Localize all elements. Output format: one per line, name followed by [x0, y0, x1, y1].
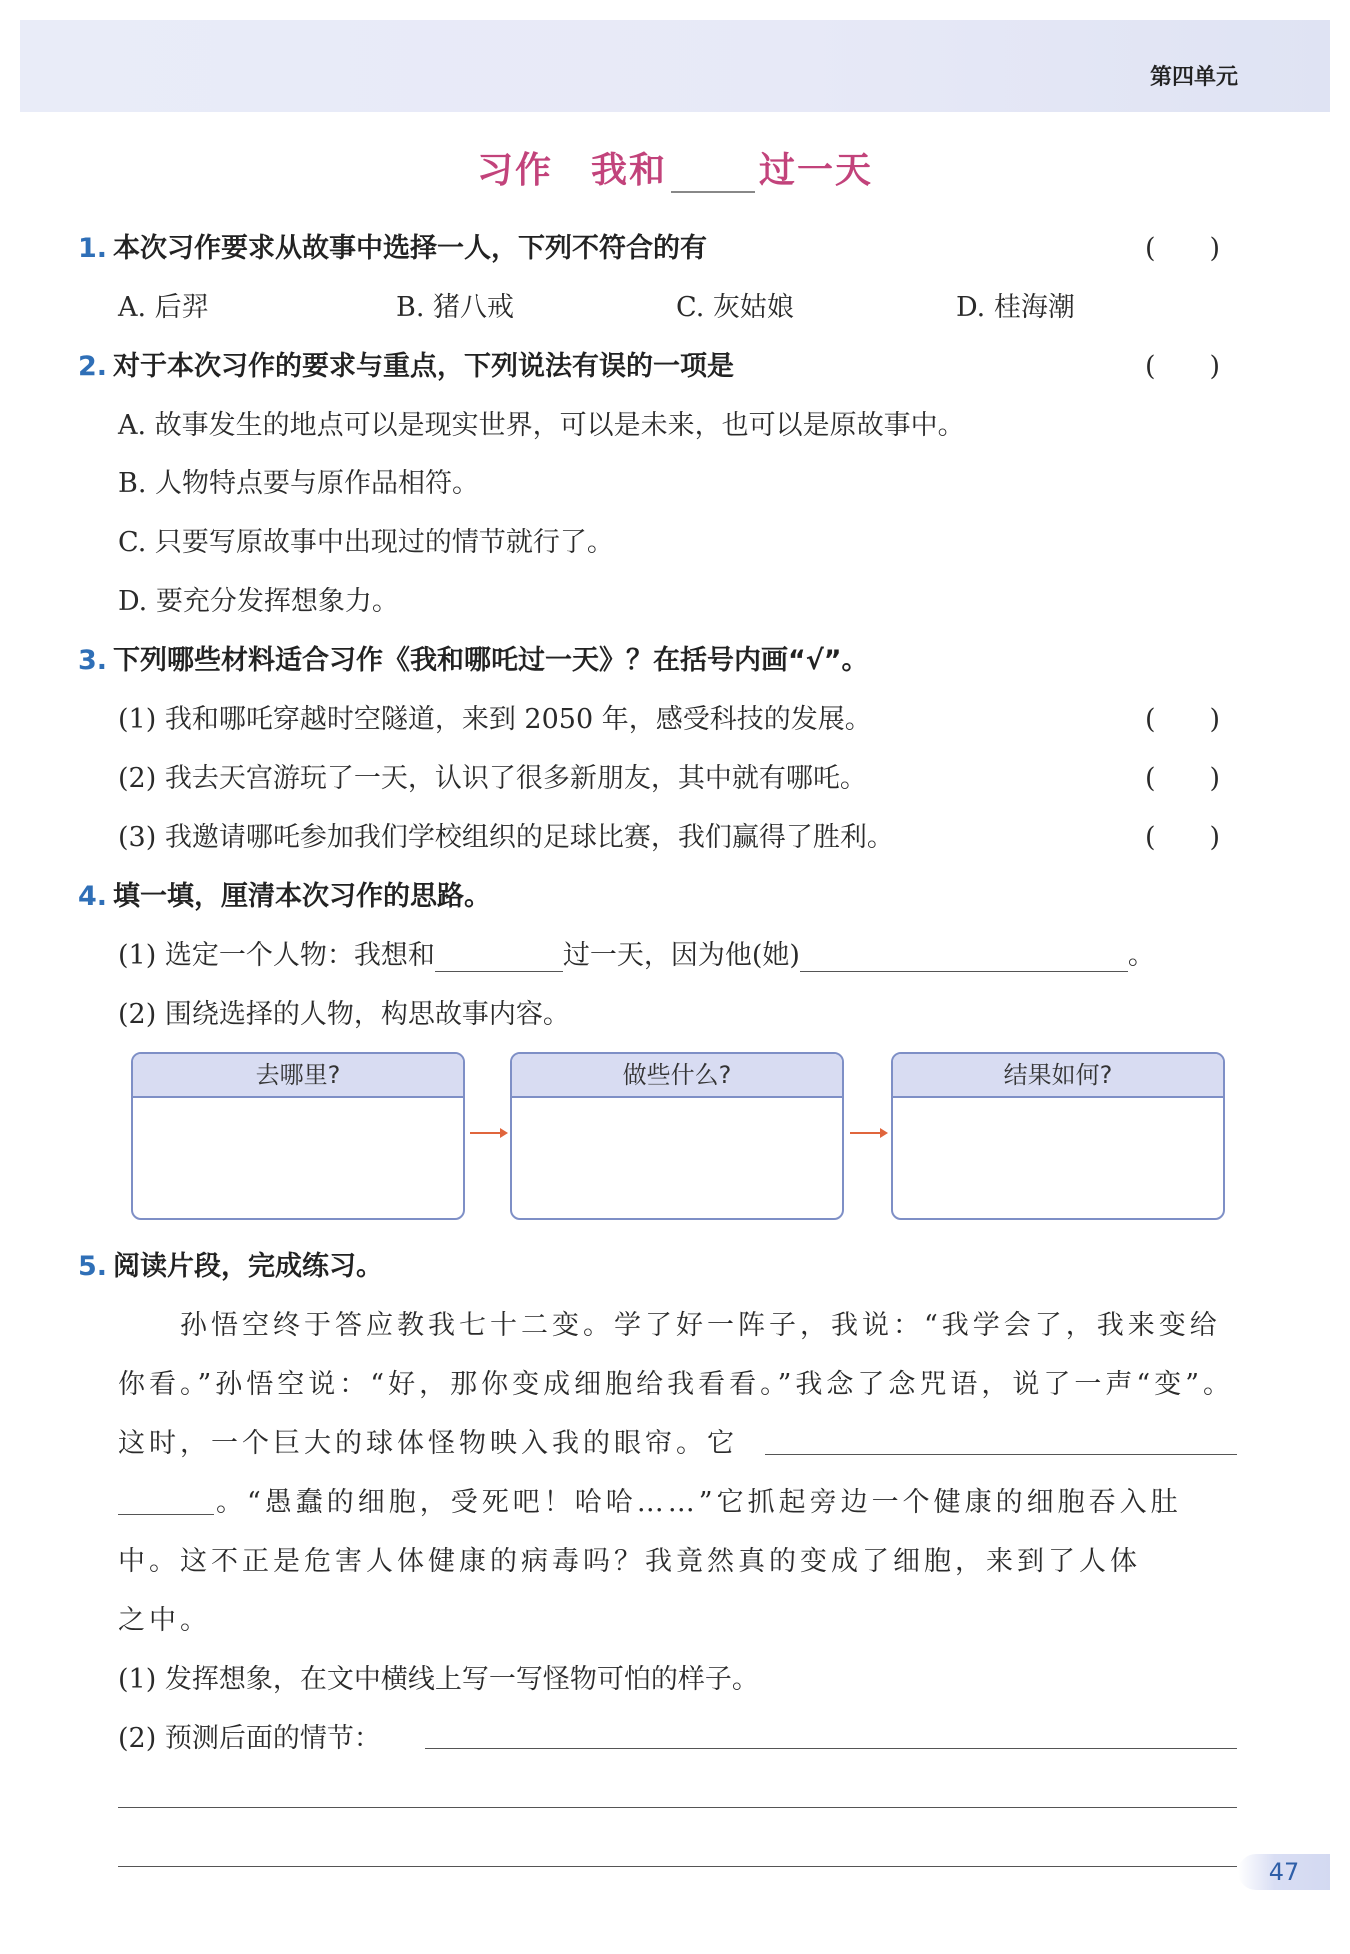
title-left: 习作 我和	[476, 150, 667, 191]
material-item-1: (1) 我和哪吒穿越时空隧道，来到 2050 年，感受科技的发展。	[118, 704, 872, 735]
prediction-answer-line-2[interactable]	[118, 1807, 1237, 1808]
question-text: 填一填，厘清本次习作的思路。	[113, 881, 492, 912]
question-5	[78, 1244, 383, 1283]
option-a: A. 后羿	[118, 292, 209, 323]
sub-question-1: (1) 发挥想象，在文中横线上写一写怪物可怕的样子。	[118, 1664, 759, 1695]
question-text: 本次习作要求从故事中选择一人，下列不符合的有	[113, 233, 708, 264]
passage-line-4: 。“愚蠢的细胞，受死吧！哈哈……”它抓起旁边一个健康的细胞吞入肚	[216, 1487, 1182, 1518]
plan-box-header: 去哪里?	[133, 1054, 463, 1098]
option-c: C. 灰姑娘	[676, 292, 794, 323]
answer-paren-q2[interactable]: ( )	[1145, 351, 1221, 382]
plan-box-header: 做些什么?	[512, 1054, 842, 1098]
question-text: 阅读片段，完成练习。	[113, 1251, 384, 1282]
prediction-answer-line-3[interactable]	[118, 1866, 1237, 1867]
question-number: 4.	[78, 881, 108, 912]
answer-paren-item-3[interactable]: ( )	[1145, 822, 1221, 853]
passage-line-2: 你看。”孙悟空说：“好，那你变成细胞给我看看。”我念了念咒语，说了一声“变”。	[118, 1369, 1235, 1400]
question-2	[78, 344, 734, 383]
material-item-3: (3) 我邀请哪吒参加我们学校组织的足球比赛，我们赢得了胜利。	[118, 822, 894, 853]
passage-line-5: 中。这不正是危害人体健康的病毒吗？我竟然真的变成了细胞，来到了人体	[118, 1546, 1141, 1577]
reason-blank[interactable]	[800, 943, 1128, 972]
question-text: 下列哪些材料适合习作《我和哪吒过一天》？在括号内画“√”。	[113, 645, 869, 676]
question-number: 2.	[78, 351, 108, 382]
question-number: 5.	[78, 1251, 108, 1282]
passage-line-6: 之中。	[118, 1605, 211, 1636]
material-item-2: (2) 我去天宫游玩了一天，认识了很多新朋友，其中就有哪吒。	[118, 763, 867, 794]
unit-label: 第四单元	[1149, 65, 1238, 90]
fill-in-line-1	[118, 933, 1155, 972]
fill-middle: 过一天，因为他(她)	[562, 940, 800, 971]
header-band	[20, 20, 1330, 112]
plan-box-where[interactable]	[131, 1052, 465, 1220]
option-a: A. 故事发生的地点可以是现实世界，可以是未来，也可以是原故事中。	[118, 410, 965, 441]
plan-box-result[interactable]	[891, 1052, 1225, 1220]
answer-paren-item-1[interactable]: ( )	[1145, 704, 1221, 735]
question-number: 1.	[78, 233, 108, 264]
arrow-right-icon	[470, 1132, 506, 1134]
option-d: D. 要充分发挥想象力。	[118, 586, 399, 617]
title-blank[interactable]	[671, 161, 755, 193]
answer-paren-item-2[interactable]: ( )	[1145, 763, 1221, 794]
answer-paren-q1[interactable]: ( )	[1145, 233, 1221, 264]
passage-line-1: 孙悟空终于答应教我七十二变。学了好一阵子，我说：“我学会了，我来变给	[118, 1310, 1221, 1341]
question-number: 3.	[78, 645, 108, 676]
sub-question-2: (2) 预测后面的情节：	[118, 1723, 381, 1754]
plan-box-header: 结果如何?	[893, 1054, 1223, 1098]
option-b: B. 人物特点要与原作品相符。	[118, 468, 480, 499]
passage-line-3: 这时，一个巨大的球体怪物映入我的眼帘。它	[118, 1428, 738, 1459]
arrow-right-icon	[850, 1132, 886, 1134]
fill-end: 。	[1127, 940, 1155, 971]
prediction-answer-line-1[interactable]	[425, 1748, 1237, 1749]
fill-in-line-2: (2) 围绕选择的人物，构思故事内容。	[118, 999, 570, 1030]
monster-description-blank[interactable]	[765, 1454, 1237, 1455]
character-blank[interactable]	[435, 943, 563, 972]
title-right: 过一天	[759, 150, 874, 191]
question-text: 对于本次习作的要求与重点，下列说法有误的一项是	[113, 351, 735, 382]
question-3	[78, 638, 869, 677]
fill-prefix: (1) 选定一个人物：我想和	[118, 940, 435, 971]
plan-box-what[interactable]	[510, 1052, 844, 1220]
question-1	[78, 226, 707, 265]
option-d: D. 桂海潮	[956, 292, 1075, 323]
question-4	[78, 874, 491, 913]
option-b: B. 猪八戒	[396, 292, 515, 323]
option-c: C. 只要写原故事中出现过的情节就行了。	[118, 527, 614, 558]
page-number: 47	[1238, 1854, 1330, 1890]
monster-description-blank-cont[interactable]	[118, 1514, 214, 1515]
page-title	[0, 142, 1350, 193]
